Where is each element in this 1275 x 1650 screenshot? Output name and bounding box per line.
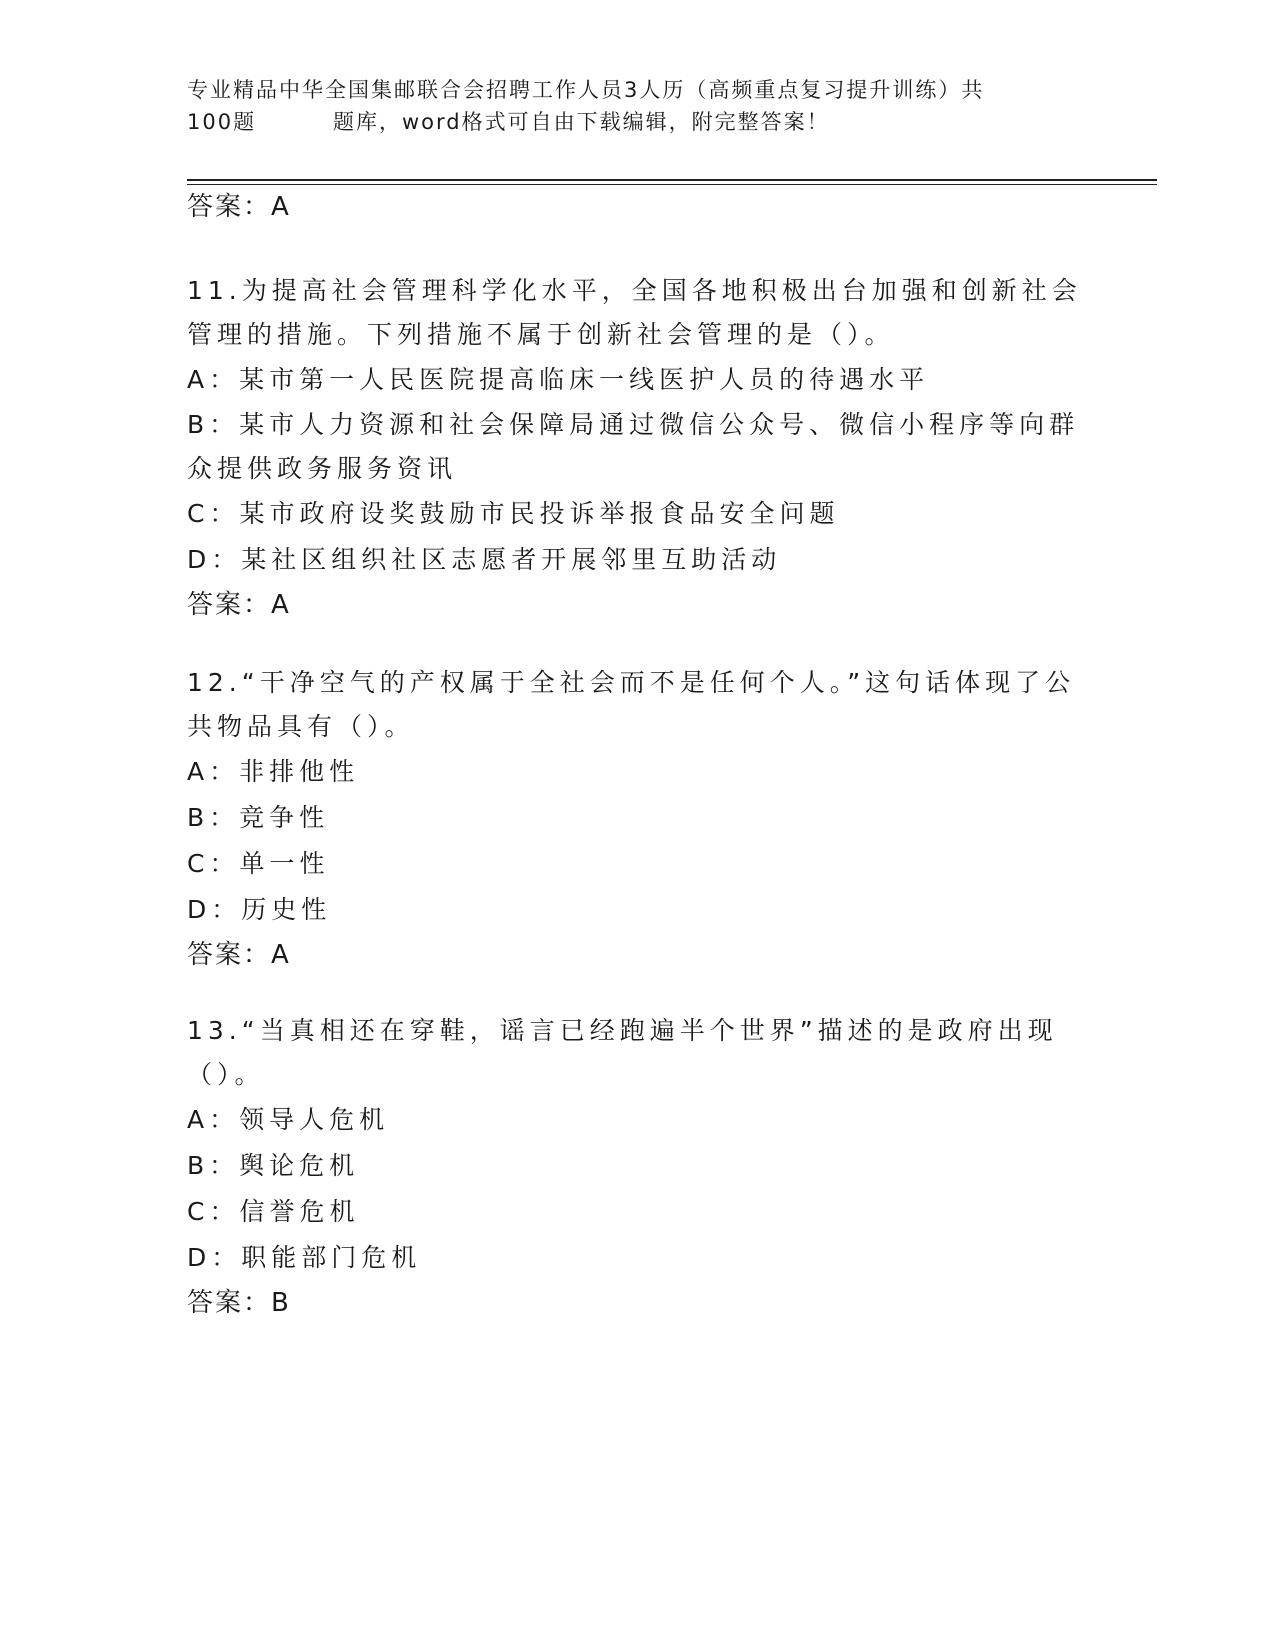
option-a: A：领导人危机 [187, 1105, 390, 1134]
question-item [187, 269, 1087, 627]
option-b: B：竞争性 [187, 803, 330, 832]
header-title-line1: 专业精品中华全国集邮联合会招聘工作人员3人历（高频重点复习提升训练）共 [187, 78, 985, 102]
header-title-line2 [187, 106, 1087, 138]
question-stem: 11.为提高社会管理科学化水平，全国各地积极出台加强和创新社会管理的措施。下列措施不属于创新社会管理的是（）。 [187, 276, 1082, 349]
question-item [187, 1009, 1087, 1325]
option-d: D：某社区组织社区志愿者开展邻里互助活动 [187, 545, 782, 574]
question-item [187, 661, 1087, 977]
option-c: C：单一性 [187, 849, 330, 878]
option-b: B：某市人力资源和社会保障局通过微信公众号、微信小程序等向群众提供政务服务资讯 [187, 410, 1080, 483]
answer-label: 答案：A [187, 192, 291, 222]
header-question-count: 100题 [187, 110, 257, 134]
option-d: D：职能部门危机 [187, 1243, 422, 1272]
option-a: A：非排他性 [187, 757, 360, 786]
previous-answer-block [187, 185, 1087, 229]
answer-label: 答案：A [187, 940, 291, 970]
document-header [187, 74, 1087, 138]
option-b: B：舆论危机 [187, 1151, 360, 1180]
answer-label: 答案：B [187, 1288, 291, 1318]
question-stem: 12.“干净空气的产权属于全社会而不是任何个人。”这句话体现了公共物品具有（）。 [187, 668, 1076, 741]
option-c: C：某市政府设奖鼓励市民投诉举报食品安全问题 [187, 499, 840, 528]
header-divider-thick [187, 179, 1157, 181]
option-c: C：信誉危机 [187, 1197, 360, 1226]
header-description: 题库，word格式可自由下载编辑，附完整答案！ [333, 110, 830, 134]
option-a: A：某市第一人民医院提高临床一线医护人员的待遇水平 [187, 365, 930, 394]
answer-label: 答案：A [187, 590, 291, 620]
question-stem: 13.“当真相还在穿鞋，谣言已经跑遍半个世界”描述的是政府出现（）。 [187, 1016, 1058, 1089]
option-d: D：历史性 [187, 895, 332, 924]
